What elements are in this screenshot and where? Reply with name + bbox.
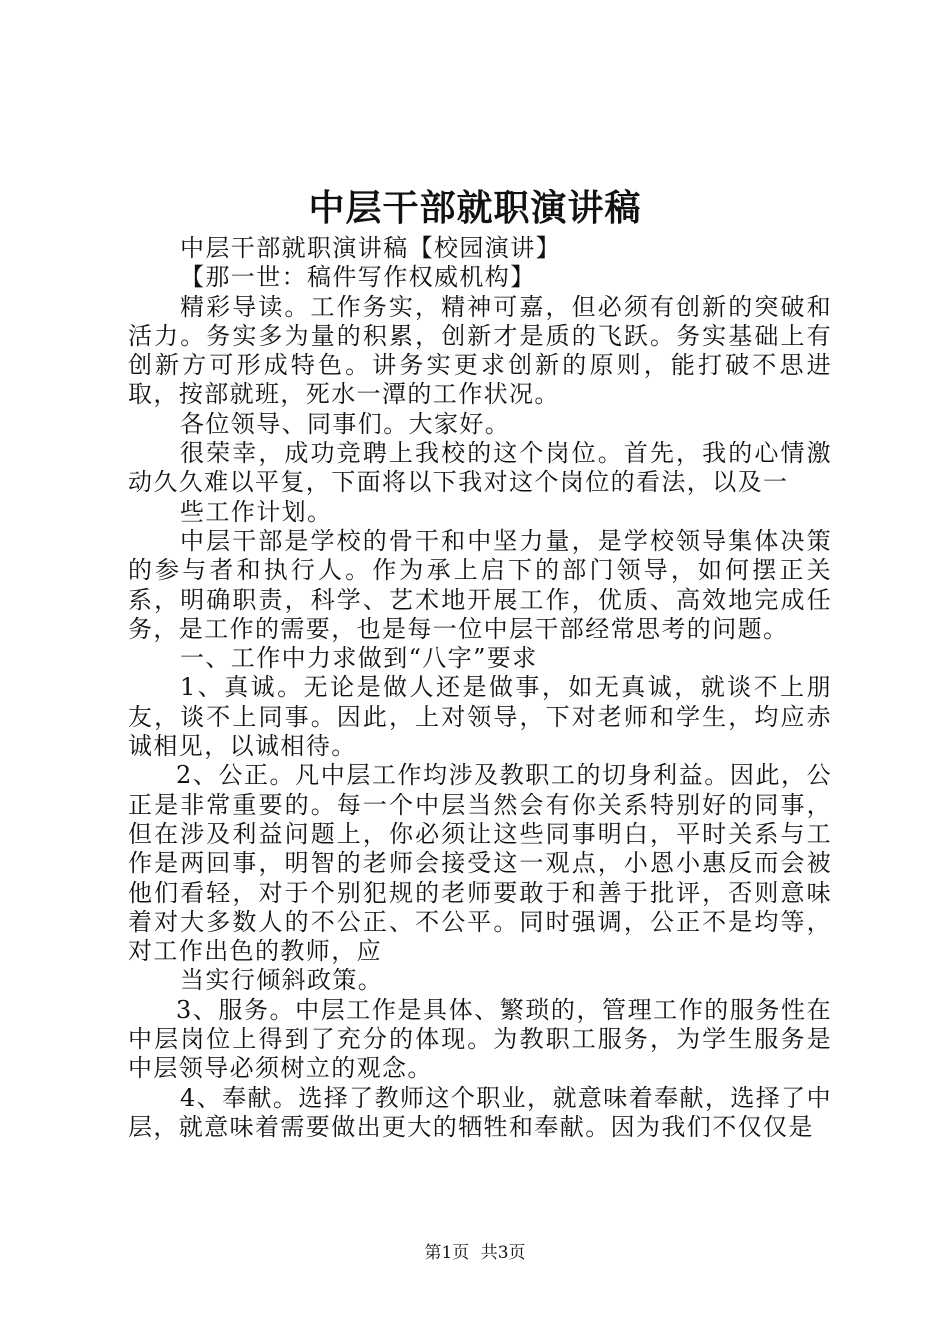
paragraph-policy: 当实行倾斜政策。 [180,966,384,995]
paragraph-dedication: 4、奉献。选择了教师这个职业，就意味着奉献，选择了中层，就意味着需要做出更大的牺牲和奉献。因为我们不仅仅是 [128,1083,832,1141]
paragraph-fairness: 2、公正。凡中层工作均涉及教职工的切身利益。因此，公正是非常重要的。每一个中层当然会有你关系特别好的同事，但在涉及利益问题上，你必须让这些同事明白，平时关系与工作是两回事，明智的老师会接受这一观点，小恩小惠反而会被他们看轻，对于个别犯规的老师要敢于和善于批评，否则意味着对大多数人的不公正、不公平。同时强调，公正不是均等，对工作出色的教师，应 [128,761,832,966]
paragraph-role: 中层干部是学校的骨干和中坚力量，是学校领导集体决策的参与者和执行人。作为承上启下的部门领导，如何摆正关系，明确职责，科学、艺术地开展工作，优质、高效地完成任务，是工作的需要，也是每一位中层干部经常思考的问题。 [128,526,832,643]
page-total: 共3页 [480,1243,526,1263]
document-title: 中层干部就职演讲稿 [308,187,642,229]
paragraph-intro: 精彩导读。工作务实，精神可嘉，但必须有创新的突破和活力。务实多为量的积累，创新才是质的飞跃。务实基础上有创新方可形成特色。讲务实更求创新的原则，能打破不思进取，按部就班，死水一潭的工作状况。 [128,292,832,409]
paragraph-honor: 很荣幸，成功竞聘上我校的这个岗位。首先，我的心情激动久久难以平复，下面将以下我对这个岗位的看法，以及一 [128,439,832,497]
page-footer [0,1241,950,1265]
section-heading-1: 一、工作中力求做到“八字”要求 [180,644,538,673]
document-body [128,234,832,1142]
paragraph-sincerity: 1、真诚。无论是做人还是做事，如无真诚，就谈不上朋友，谈不上同事。因此，上对领导，下对老师和学生，均应赤诚相见，以诚相待。 [128,673,832,761]
paragraph-service: 3、服务。中层工作是具体、繁琐的，管理工作的服务性在中层岗位上得到了充分的体现。为教职工服务，为学生服务是中层领导必须树立的观念。 [128,995,832,1083]
paragraph-source: 【那一世：稿件写作权威机构】 [180,263,536,292]
page-number: 第1页 [424,1243,470,1263]
paragraph-plan: 些工作计划。 [180,497,333,526]
paragraph-greeting: 各位领导、同事们。大家好。 [180,409,511,438]
paragraph-subtitle: 中层干部就职演讲稿【校园演讲】 [180,234,561,262]
